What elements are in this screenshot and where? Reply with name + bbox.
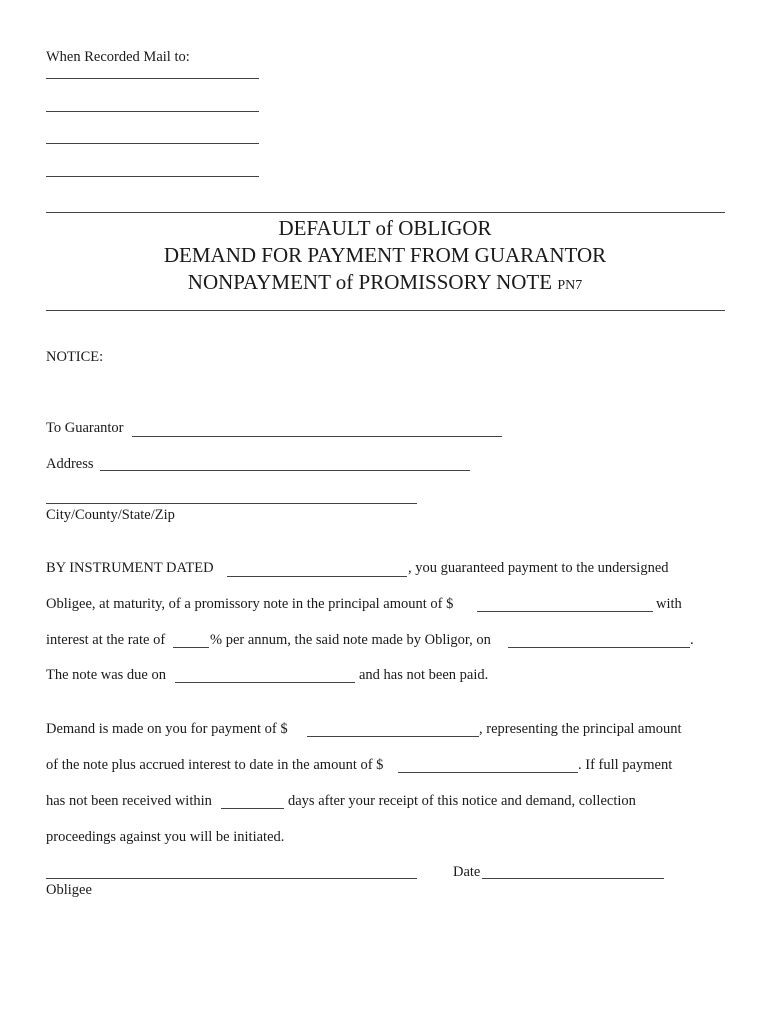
title-top-rule	[46, 212, 725, 213]
date-label: Date	[453, 864, 481, 880]
title-bottom-rule	[46, 310, 725, 311]
principal-amount-field[interactable]	[477, 611, 653, 612]
recorded-mail-label: When Recorded Mail to:	[46, 49, 190, 65]
instrument-date-field[interactable]	[227, 576, 407, 577]
representing-text: , representing the principal amount	[479, 721, 682, 737]
guarantee-text: , you guaranteed payment to the undersigned	[408, 560, 669, 576]
guarantor-label: To Guarantor	[46, 420, 124, 436]
title-line-2: DEMAND FOR PAYMENT FROM GUARANTOR	[163, 243, 607, 267]
with-text: with	[656, 596, 682, 612]
obligee-label: Obligee	[46, 882, 92, 898]
mail-address-line-3[interactable]	[46, 143, 259, 144]
signature-date-field[interactable]	[482, 878, 664, 879]
interest-rate-label: interest at the rate of	[46, 632, 166, 648]
guarantor-field[interactable]	[132, 436, 502, 437]
due-on-label: The note was due on	[46, 667, 166, 683]
days-field[interactable]	[221, 808, 284, 809]
collection-text: days after your receipt of this notice and demand, collection	[288, 793, 636, 809]
per-annum-text: % per annum, the said note made by Obligor, on	[210, 632, 491, 648]
title-line-3	[0, 268, 770, 300]
demand-amount-field[interactable]	[307, 736, 479, 737]
due-date-field[interactable]	[175, 682, 355, 683]
received-within-text: has not been received within	[46, 793, 212, 809]
accrued-interest-field[interactable]	[398, 772, 578, 773]
title-line-3-text: NONPAYMENT of PROMISSORY NOTE	[187, 270, 553, 294]
full-payment-text: . If full payment	[578, 757, 673, 773]
not-paid-text: and has not been paid.	[359, 667, 489, 683]
address-label: Address	[46, 456, 94, 472]
proceedings-text: proceedings against you will be initiated.	[46, 829, 285, 845]
title-line-1: DEFAULT of OBLIGOR	[278, 216, 492, 240]
form-code: PN7	[557, 278, 583, 293]
accrued-interest-text: of the note plus accrued interest to date in the amount of $	[46, 757, 384, 773]
principal-text: Obligee, at maturity, of a promissory note in the principal amount of $	[46, 596, 454, 612]
address-field[interactable]	[100, 470, 470, 471]
notice-label: NOTICE:	[46, 349, 104, 365]
demand-label: Demand is made on you for payment of $	[46, 721, 288, 737]
mail-address-line-2[interactable]	[46, 111, 259, 112]
mail-address-line-1[interactable]	[46, 78, 259, 79]
mail-address-line-4[interactable]	[46, 176, 259, 177]
period-text: .	[690, 632, 694, 648]
note-date-field[interactable]	[508, 647, 690, 648]
city-field[interactable]	[46, 503, 417, 504]
instrument-dated-label: BY INSTRUMENT DATED	[46, 560, 214, 576]
obligee-signature-field[interactable]	[46, 878, 417, 879]
interest-rate-field[interactable]	[173, 647, 209, 648]
city-label: City/County/State/Zip	[46, 507, 175, 523]
